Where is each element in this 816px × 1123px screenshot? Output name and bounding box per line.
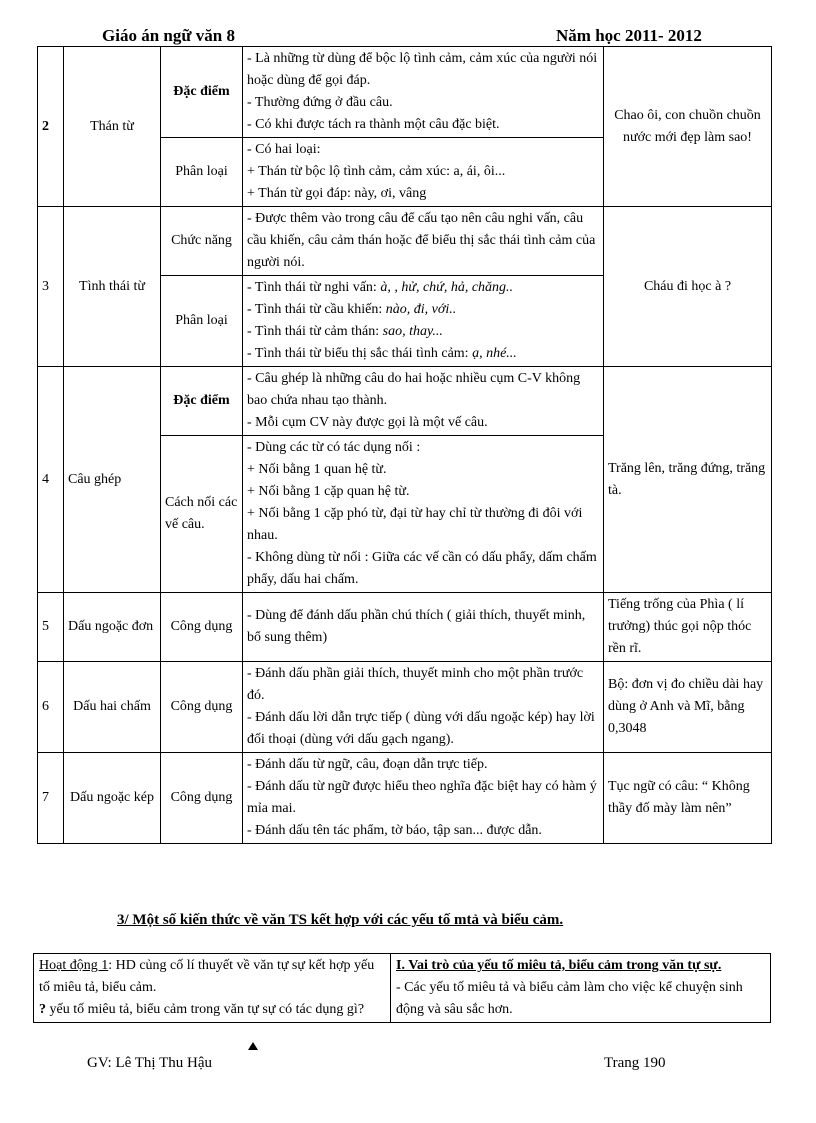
activity-question: yếu tố miêu tả, biểu cảm trong văn tự sự có tác dụng gì? <box>46 1002 365 1017</box>
example-cell: Cháu đi học à ? <box>604 207 772 367</box>
summary-table <box>37 46 772 844</box>
term-name: Dấu ngoặc đơn <box>64 593 161 662</box>
aspect-content <box>243 662 604 753</box>
aspect-label: Đặc điểm <box>161 47 243 138</box>
content-line: - Có khi được tách ra thành một câu đặc biệt. <box>247 117 500 132</box>
footer-teacher: GV: Lê Thị Thu Hậu <box>87 1055 212 1071</box>
row-number: 4 <box>38 367 64 593</box>
content-line: - Không dùng từ nối : Giữa các vế cần có dấu phẩy, dấm chấm phẩy, dấu hai chấm. <box>247 550 597 587</box>
section-3-heading: 3/ Một số kiến thức về văn TS kết hợp với các yếu tố mtả và biểu cảm. <box>117 912 564 928</box>
role-text: - Các yếu tố miêu tả và biểu cảm làm cho việc kể chuyện sinh động và sâu sắc hơn. <box>396 980 743 1017</box>
activity-left-cell <box>34 954 391 1023</box>
aspect-content <box>243 436 604 593</box>
content-line: + Nối bằng 1 quan hệ từ. <box>247 462 387 477</box>
content-line: + Nối bằng 1 cặp phó từ, đại từ hay chỉ từ thường đi đôi với nhau. <box>247 506 583 543</box>
term-name: Câu ghép <box>64 367 161 593</box>
content-line-examples: à, , hử, chứ, hả, chăng.. <box>380 280 514 295</box>
triangle-marker-icon <box>248 1042 258 1050</box>
aspect-label: Chức năng <box>161 207 243 276</box>
content-line <box>247 277 599 299</box>
question-mark: ? <box>39 1002 46 1017</box>
example-cell: Tiếng trống của Phìa ( lí trưởng) thúc gọi nộp thóc rền rĩ. <box>604 593 772 662</box>
activity-right-cell <box>391 954 771 1023</box>
aspect-content <box>243 138 604 207</box>
activity-table <box>33 953 771 1023</box>
content-line: - Đánh dấu phần giải thích, thuyết minh cho một phần trước đó. <box>247 666 584 703</box>
content-line: + Nối bằng 1 cặp quan hệ từ. <box>247 484 410 499</box>
aspect-label: Phân loại <box>161 276 243 367</box>
content-line-text: - Tình thái từ cầu khiến: <box>247 302 386 317</box>
aspect-content <box>243 47 604 138</box>
example-cell: Tục ngữ có câu: “ Không thầy đố mày làm nên” <box>604 753 772 844</box>
content-line-text: - Tình thái từ nghi vấn: <box>247 280 381 295</box>
aspect-label: Phân loại <box>161 138 243 207</box>
content-line: - Là những từ dùng để bộc lộ tình cảm, cảm xúc của người nói hoặc dùng để gọi đáp. <box>247 51 598 88</box>
aspect-label: Công dụng <box>161 753 243 844</box>
activity-title-rest: : HD củng cố lí thuyết về văn tự sự kết hợp yếu tố miêu tả, biểu cảm. <box>39 958 375 995</box>
table-row <box>38 662 772 753</box>
content-line-text: - Tình thái từ biểu thị sắc thái tình cảm: <box>247 346 473 361</box>
content-line: - Có hai loại: <box>247 142 321 157</box>
content-line-examples: sao, thay... <box>382 324 443 339</box>
content-line-examples: nào, đi, với.. <box>385 302 457 317</box>
example-cell: Trăng lên, trăng đứng, trăng tà. <box>604 367 772 593</box>
aspect-label: Cách nối các vế câu. <box>161 436 243 593</box>
term-name: Tình thái từ <box>64 207 161 367</box>
content-line <box>247 343 599 365</box>
aspect-content <box>243 367 604 436</box>
content-line: - Dùng các từ có tác dụng nối : <box>247 440 421 455</box>
aspect-label: Công dụng <box>161 662 243 753</box>
example-cell: Chao ôi, con chuồn chuồn nước mới đẹp làm sao! <box>604 47 772 207</box>
content-line: - Câu ghép là những câu do hai hoặc nhiều cụm C-V không bao chứa nhau tạo thành. <box>247 371 581 408</box>
content-line: - Mỗi cụm CV này được gọi là một vế câu. <box>247 415 488 430</box>
content-line: + Thán từ gọi đáp: này, ơi, vâng <box>247 186 427 201</box>
term-name: Dấu ngoặc kép <box>64 753 161 844</box>
content-line <box>247 321 599 343</box>
content-line-text: - Tình thái từ cảm thán: <box>247 324 383 339</box>
content-line-examples: ạ, nhé... <box>472 346 517 361</box>
aspect-content <box>243 276 604 367</box>
aspect-content <box>243 207 604 276</box>
content-line <box>247 299 599 321</box>
content-line: - Đánh dấu lời dẫn trực tiếp ( dùng với dấu ngoặc kép) hay lời đối thoại (dùng với dấu gạch ngang). <box>247 710 595 747</box>
aspect-content <box>243 753 604 844</box>
aspect-label: Đặc điểm <box>161 367 243 436</box>
content-line: - Đánh dấu từ ngữ, câu, đoạn dẫn trực tiếp. <box>247 757 488 772</box>
role-heading: I. Vai trò của yếu tố miêu tả, biểu cảm trong văn tự sự. <box>396 958 722 973</box>
term-name: Thán từ <box>64 47 161 207</box>
content-line: - Thường đứng ở đầu câu. <box>247 95 393 110</box>
row-number: 6 <box>38 662 64 753</box>
activity-title: Hoạt động 1 <box>39 958 109 973</box>
content-line: + Thán từ bộc lộ tình cảm, cảm xúc: a, ái, ôi... <box>247 164 506 179</box>
content-line: - Dùng để đánh dấu phần chú thích ( giải thích, thuyết minh, bổ sung thêm) <box>247 608 586 645</box>
table-row <box>38 367 772 436</box>
footer-page-number: Trang 190 <box>604 1055 666 1071</box>
content-line: - Đánh dấu tên tác phẩm, tờ báo, tập san... được dẫn. <box>247 823 542 838</box>
row-number: 5 <box>38 593 64 662</box>
table-row <box>38 47 772 138</box>
aspect-content <box>243 593 604 662</box>
content-line: - Được thêm vào trong câu để cấu tạo nên câu nghi vấn, câu cầu khiến, câu cảm thán hoặc để biểu thị sắc thái tình cảm của người nói. <box>247 211 596 270</box>
table-row <box>38 593 772 662</box>
table-row <box>38 207 772 276</box>
row-number: 2 <box>38 47 64 207</box>
example-cell: Bộ: đơn vị đo chiều dài hay dùng ở Anh và Mĩ, bằng 0,3048 <box>604 662 772 753</box>
header-school-year: Năm học 2011- 2012 <box>556 26 702 45</box>
term-name: Dấu hai chấm <box>64 662 161 753</box>
table-row <box>38 753 772 844</box>
content-line: - Đánh dấu từ ngữ được hiểu theo nghĩa đặc biệt hay có hàm ý mỉa mai. <box>247 779 597 816</box>
header-title: Giáo án ngữ văn 8 <box>102 26 236 45</box>
row-number: 3 <box>38 207 64 367</box>
aspect-label: Công dụng <box>161 593 243 662</box>
row-number: 7 <box>38 753 64 844</box>
